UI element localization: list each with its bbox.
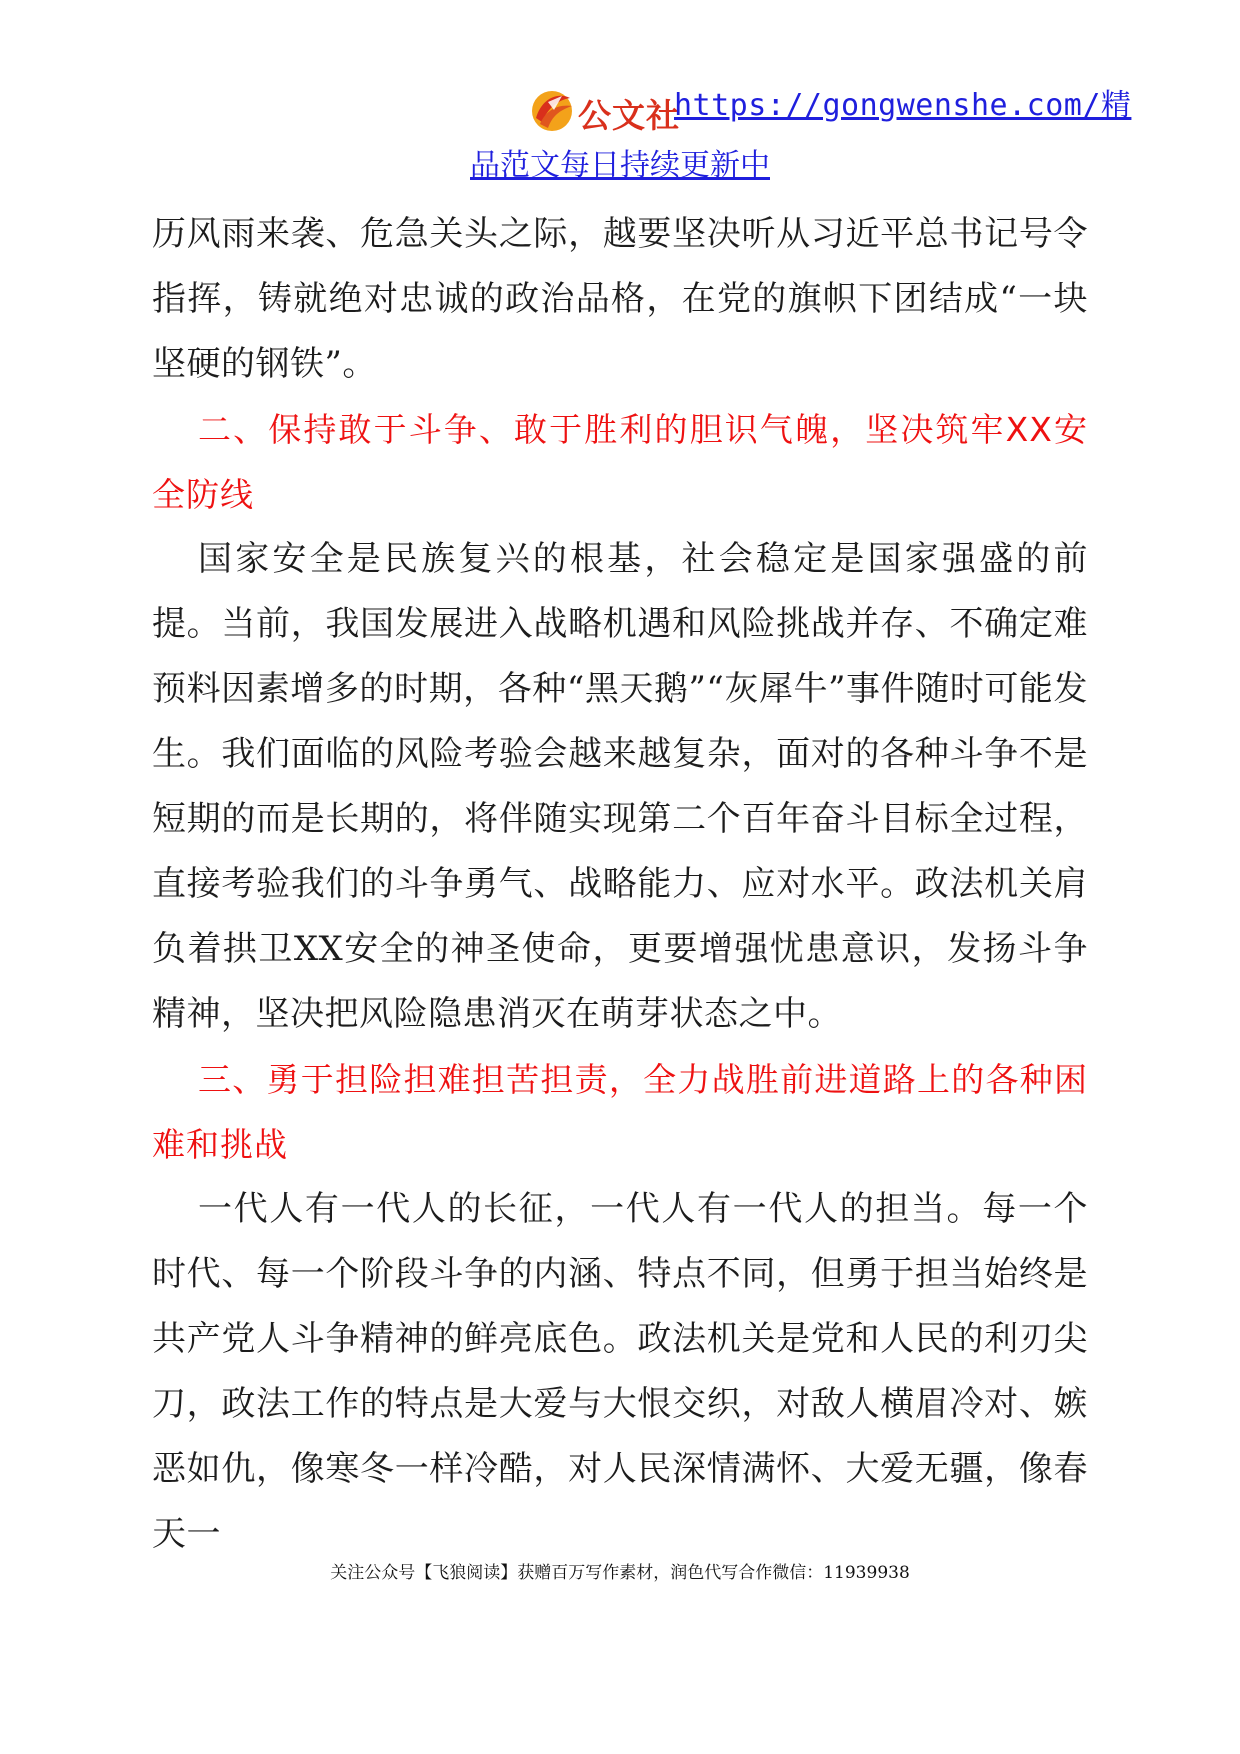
body-paragraph: 历风雨来袭、危急关头之际，越要坚决听从习近平总书记号令指挥，铸就绝对忠诚的政治品格，在党的旗帜下团结成“一块坚硬的钢铁”。 [152,214,1088,384]
logo-emblem-icon [528,88,576,134]
site-link-continued[interactable]: 品范文每日持续更新中 [470,148,770,183]
body-paragraph: 国家安全是民族复兴的根基，社会稳定是国家强盛的前提。当前，我国发展进入战略机遇和风险挑战并存、不确定难预料因素增多的时期，各种“黑天鹅”“灰犀牛”事件随时可能发生。我们面临的风险考验会越来越复杂，面对的各种斗争不是短期的而是长期的，将伴随实现第二个百年奋斗目标全过程，直接考验我们的斗争勇气、战略能力、应对水平。政法机关肩负着拱卫XX安全的神圣使命，更要增强忧患意识，发扬斗争精神，坚决把风险隐患消灭在萌芽状态之中。 [152,539,1088,1034]
page-header [0,0,1240,190]
section-heading: 三、勇于担险担难担苦担责，全力战胜前进道路上的各种困难和挑战 [152,1060,1088,1164]
logo-text: 公文社 [578,96,680,135]
document-body [152,202,1088,1567]
section-heading: 二、保持敢于斗争、敢于胜利的胆识气魄，坚决筑牢XX安全防线 [152,410,1088,514]
gongwenshe-logo[interactable] [528,88,678,134]
page-footer: 关注公众号【飞狼阅读】获赠百万写作素材，润色代写合作微信：11939938 [330,1563,910,1583]
site-link[interactable]: https://gongwenshe.com/精 [674,88,1132,123]
body-paragraph: 一代人有一代人的长征，一代人有一代人的担当。每一个时代、每一个阶段斗争的内涵、特点不同，但勇于担当始终是共产党人斗争精神的鲜亮底色。政法机关是党和人民的利刃尖刀，政法工作的特点是大爱与大恨交织，对敌人横眉冷对、嫉恶如仇，像寒冬一样冷酷，对人民深情满怀、大爱无疆，像春天一 [152,1189,1088,1554]
